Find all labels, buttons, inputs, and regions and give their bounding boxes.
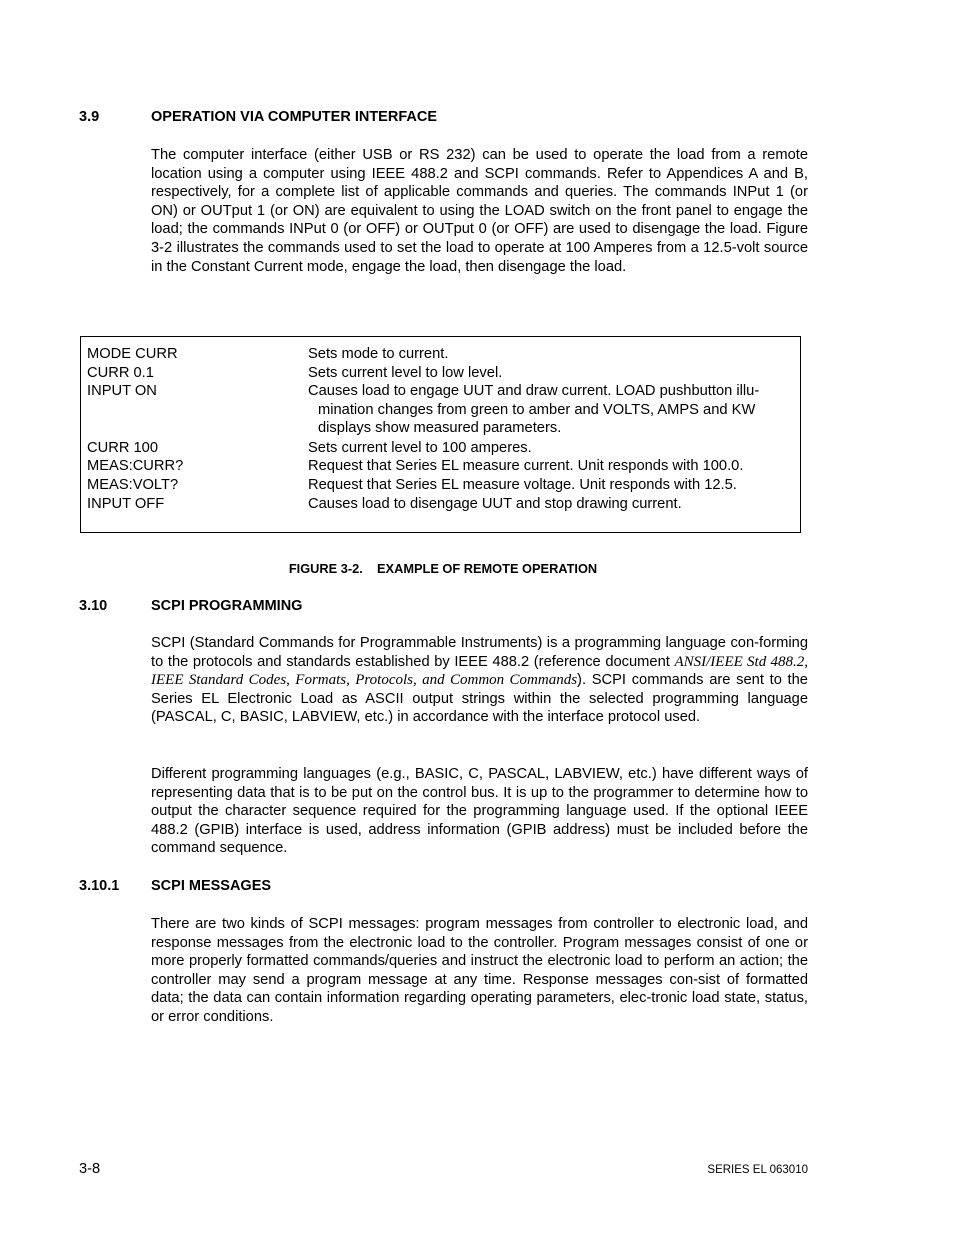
- command-text: MEAS:CURR?: [87, 458, 184, 474]
- command-description: Request that Series EL measure voltage. Unit responds with 12.5.: [308, 477, 737, 493]
- reference-document-title: ANSI/IEEE Std 488.2, IEEE Standard Codes, Formats, Protocols, and Common Commands: [151, 653, 808, 689]
- section-3-10-1-heading: [79, 877, 271, 895]
- command-text: MODE CURR: [87, 346, 178, 362]
- command-text: INPUT ON: [87, 383, 157, 399]
- paragraph-text: SCPI (Standard Commands for Programmable Instruments) is a programming language con-forming to the protocols and standards established by IEEE 488.2 (reference document: [151, 635, 808, 670]
- paragraph-text: ). SCPI commands are sent to the Series EL Electronic Load as ASCII output strings within the selected programming language (PASCAL, C, BASIC, LABVIEW, etc.) in accordance with the interface protocol used.: [151, 672, 808, 726]
- command-text: MEAS:VOLT?: [87, 477, 179, 493]
- command-description-continued: displays show measured parameters.: [318, 420, 562, 437]
- section-title: OPERATION VIA COMPUTER INTERFACE: [151, 109, 437, 125]
- command-text: CURR 100: [87, 440, 159, 456]
- page-number: 3-8: [79, 1161, 101, 1177]
- command-description-continued: mination changes from green to amber and VOLTS, AMPS and KW: [318, 401, 756, 418]
- command-description-block: [308, 382, 798, 438]
- command-example-box: [80, 336, 801, 533]
- section-3-9-paragraph: The computer interface (either USB or RS 232) can be used to operate the load from a remote location using a computer using IEEE 488.2 and SCPI commands. Refer to Appendices A and B, respectively, for a complete list of applicable commands and queries. The commands INPut 1 (or ON) or OUTput 1 (or ON) are equivalent to using the LOAD switch on the front panel to engage the load; the commands INPut 0 (or OFF) or OUTput 0 (or OFF) are used to disengage the load. Figure 3-2 illustrates the commands used to set the load to operate at 100 Amperes from a 12.5-volt source in the Constant Current mode, engage the load, then disengage the load.: [151, 147, 808, 275]
- figure-caption: FIGURE 3-2. EXAMPLE OF REMOTE OPERATION: [288, 561, 598, 576]
- section-3-10-paragraph-2: Different programming languages (e.g., BASIC, C, PASCAL, LABVIEW, etc.) have different ways of representing data that is to be put on the control bus. It is up to the programmer to determine how to output the character sequence required for the programming language used. If the optional IEEE 488.2 (GPIB) interface is used, address information (GPIB address) must be included before the command sequence.: [151, 766, 808, 857]
- section-number: 3.10: [79, 598, 108, 614]
- command-description: Sets mode to current.: [308, 346, 449, 362]
- section-number: 3.10.1: [79, 878, 120, 894]
- command-description: Sets current level to 100 amperes.: [308, 440, 532, 456]
- section-title: SCPI PROGRAMMING: [151, 598, 303, 614]
- section-3-9-heading: [79, 108, 437, 126]
- command-description: Causes load to disengage UUT and stop drawing current.: [308, 496, 682, 512]
- section-3-10-paragraph-1: [151, 634, 808, 727]
- section-3-10-1-paragraph: There are two kinds of SCPI messages: program messages from controller to electronic load, and response messages from the electronic load to the controller. Program messages consist of one or more properly formatted commands/queries and instruct the electronic load to perform an action; the controller may send a program message at any time. Response messages con-sist of formatted data; the data can contain information regarding operating parameters, elec-tronic load state, status, or error conditions.: [151, 916, 808, 1025]
- section-number: 3.9: [79, 109, 100, 125]
- command-text: INPUT OFF: [87, 496, 165, 512]
- section-3-10-heading: [79, 597, 302, 615]
- document-id: SERIES EL 063010: [707, 1164, 808, 1176]
- command-description: Request that Series EL measure current. Unit responds with 100.0.: [308, 458, 744, 474]
- command-description: Sets current level to low level.: [308, 365, 503, 381]
- command-text: CURR 0.1: [87, 365, 154, 381]
- command-description: Causes load to engage UUT and draw current. LOAD pushbutton illu-: [308, 383, 760, 399]
- section-title: SCPI MESSAGES: [151, 878, 272, 894]
